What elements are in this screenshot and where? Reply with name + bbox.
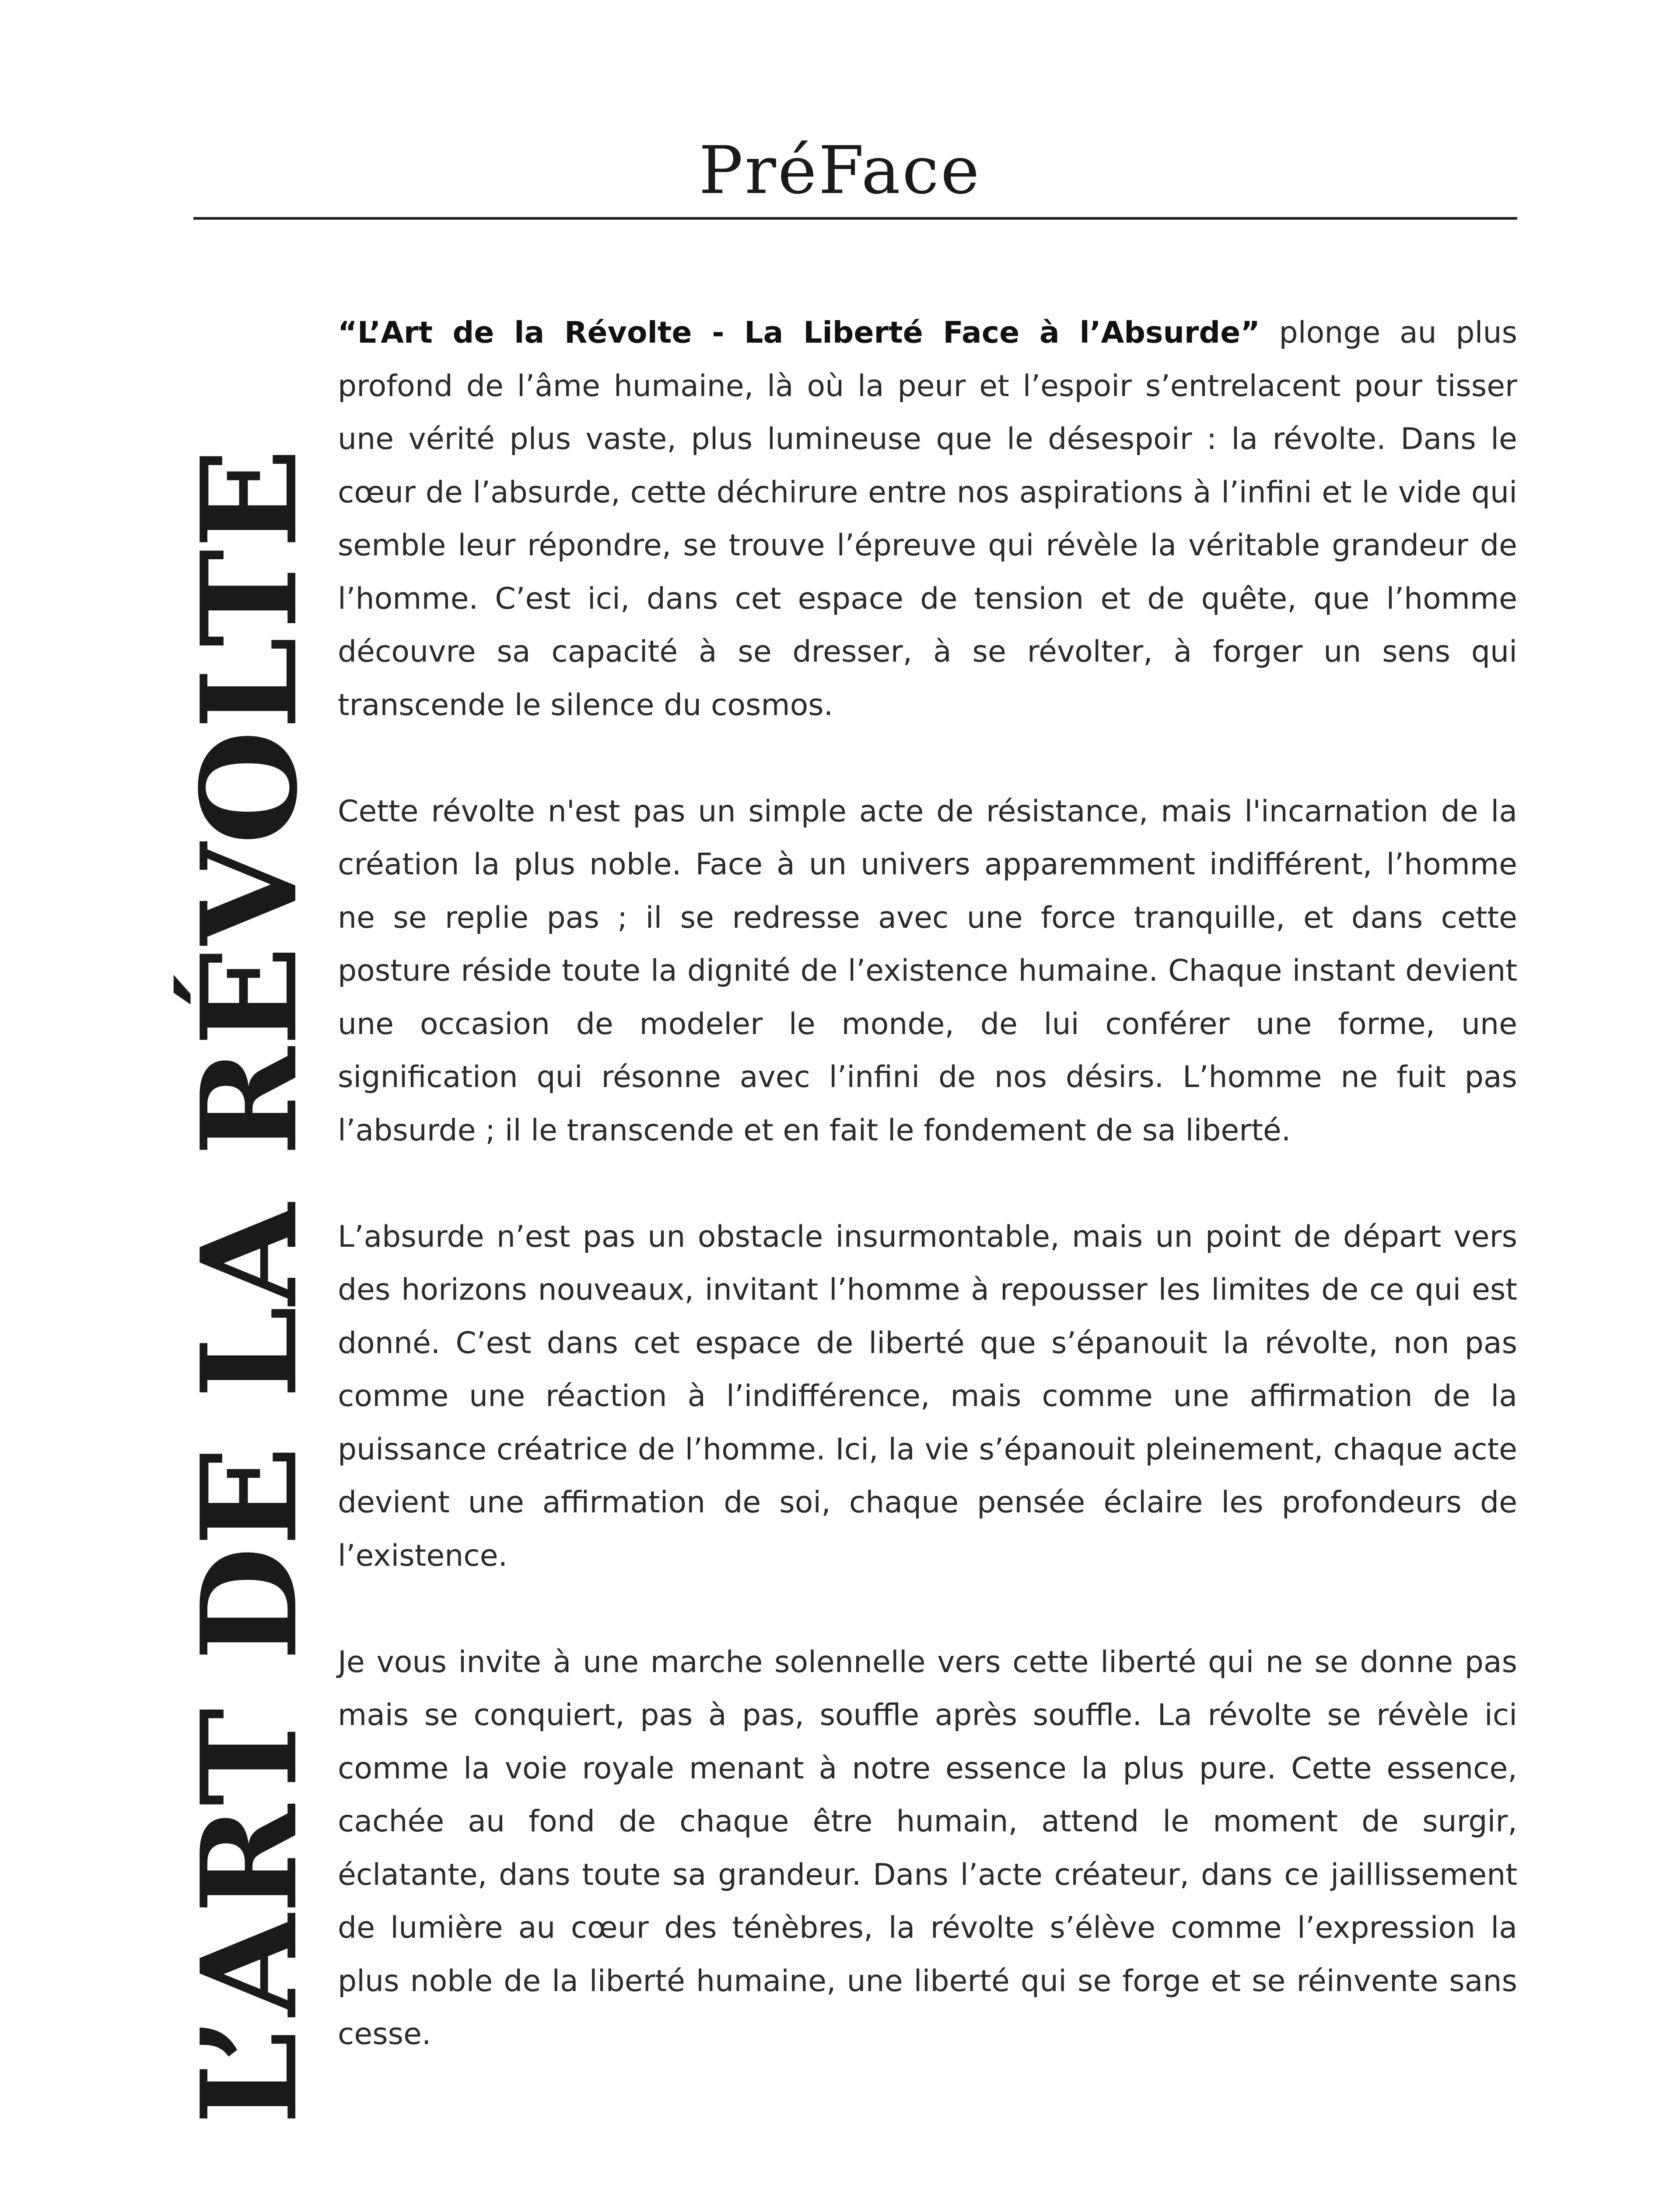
paragraph-4: Je vous invite à une marche solennelle vers cette liberté qui ne se donne pas mais se conquiert, pas à pas, souffle après souffle. La révolte se révèle ici comme la voie royale menant à notre essence la plus pure. Cette essence, cachée au fond de chaque être humain, attend le moment de surgir, éclatante, dans toute sa grandeur. Dans l’acte créateur, dans ce jaillissement de lumière au cœur des ténèbres, la révolte s’élève comme l’expression la plus noble de la liberté humaine, une liberté qui se forge et se réinvente sans cesse. — [338, 1645, 1517, 2051]
paragraph-1-text: plonge au plus profond de l’âme humaine, là où la peur et l’espoir s’entrelacent pour tisser une vérité plus vaste, plus lumineuse que le désespoir : la révolte. Dans le cœur de l’absurde, cette déchirure entre nos aspirations à l’infini et le vide qui semble leur répondre, se trouve l’épreuve qui révèle la véritable grandeur de l’homme. C’est ici, dans cet espace de tension et de quête, que l’homme découvre sa capacité à se dresser, à se révolter, à forger un sens qui transcende le silence du cosmos. — [338, 316, 1517, 722]
paragraph-2: Cette révolte n'est pas un simple acte de résistance, mais l'incarnation de la création la plus noble. Face à un univers apparemment indifférent, l’homme ne se replie pas ; il se redresse avec une force tranquille, et dans cette posture réside toute la dignité de l’existence humaine. Chaque instant devient une occasion de modeler le monde, de lui conférer une forme, une signification qui résonne avec l’infini de nos désirs. L’homme ne fuit pas l’absurde ; il le transcende et en fait le fondement de sa liberté. — [338, 794, 1517, 1148]
paragraph-1 — [338, 306, 1517, 732]
vertical-book-title: L’ART DE LA RÉVOLTE — [172, 447, 326, 2125]
page-title: PréFace — [699, 133, 981, 209]
preface-body — [338, 306, 1517, 2061]
book-title-quote: “L’Art de la Révolte - La Liberté Face à l’Absurde” — [338, 316, 1260, 350]
header-divider — [193, 217, 1517, 220]
paragraph-3: L’absurde n’est pas un obstacle insurmontable, mais un point de départ vers des horizons nouveaux, invitant l’homme à repousser les limites de ce qui est donné. C’est dans cet espace de liberté que s’épanouit la révolte, non pas comme une réaction à l’indifférence, mais comme une affirmation de la puissance créatrice de l’homme. Ici, la vie s’épanouit pleinement, chaque acte devient une affirmation de soi, chaque pensée éclaire les profondeurs de l’existence. — [338, 1219, 1517, 1573]
